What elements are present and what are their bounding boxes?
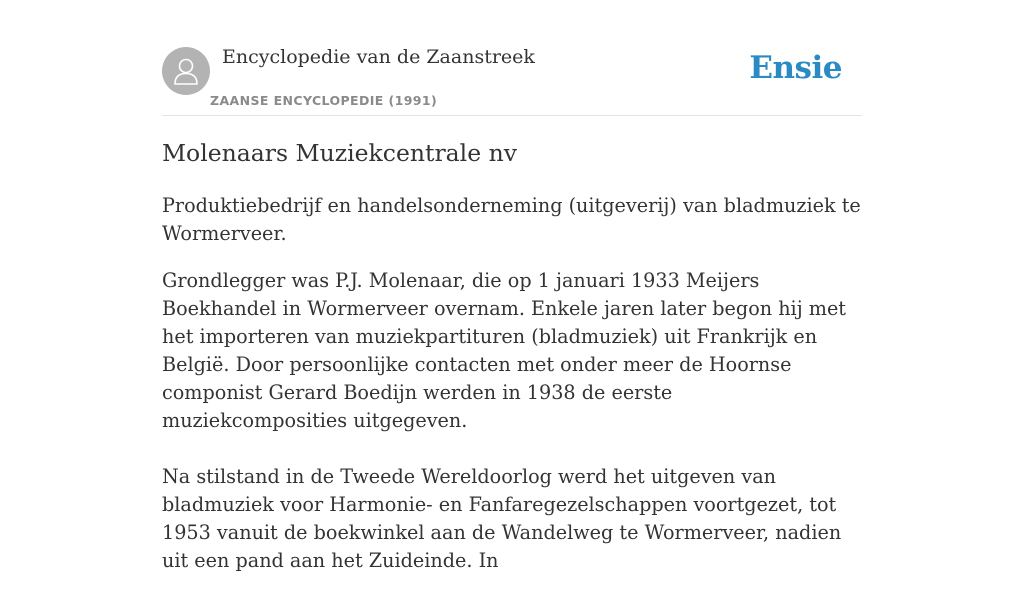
user-icon [172,56,200,86]
source-subtitle: ZAANSE ENCYCLOPEDIE (1991) [210,93,438,108]
article-title: Molenaars Muziekcentrale nv [162,139,517,167]
article-paragraph: Grondlegger was P.J. Molenaar, die op 1 januari 1933 Meijers Boekhandel in Wormerveer overnam. Enkele jaren later begon hij met het importeren van muziekpartituren (bladmuziek) uit Frankrijk en België. Door persoonlijke contacten met onder meer de Hoornse componist Gerard Boedijn werden in 1938 de eerste muziekcomposities uitgegeven. [162,269,847,432]
source-header [162,0,862,116]
article-body [162,192,862,594]
article-paragraph: Produktiebedrijf en handelsonderneming (uitgeverij) van bladmuziek te Wormerveer. [162,194,861,245]
source-title[interactable]: Encyclopedie van de Zaanstreek [222,46,535,68]
avatar[interactable] [162,47,210,95]
brand-logo[interactable]: Ensie [749,50,842,86]
page [162,0,862,572]
article-paragraph: Na stilstand in de Tweede Wereldoorlog werd het uitgeven van bladmuziek voor Harmonie- en Fanfaregezelschappen voortgezet, tot 1953 vanuit de boekwinkel aan de Wandelweg te Wormerveer, nadien uit een pand aan het Zuideinde. In [162,465,842,572]
